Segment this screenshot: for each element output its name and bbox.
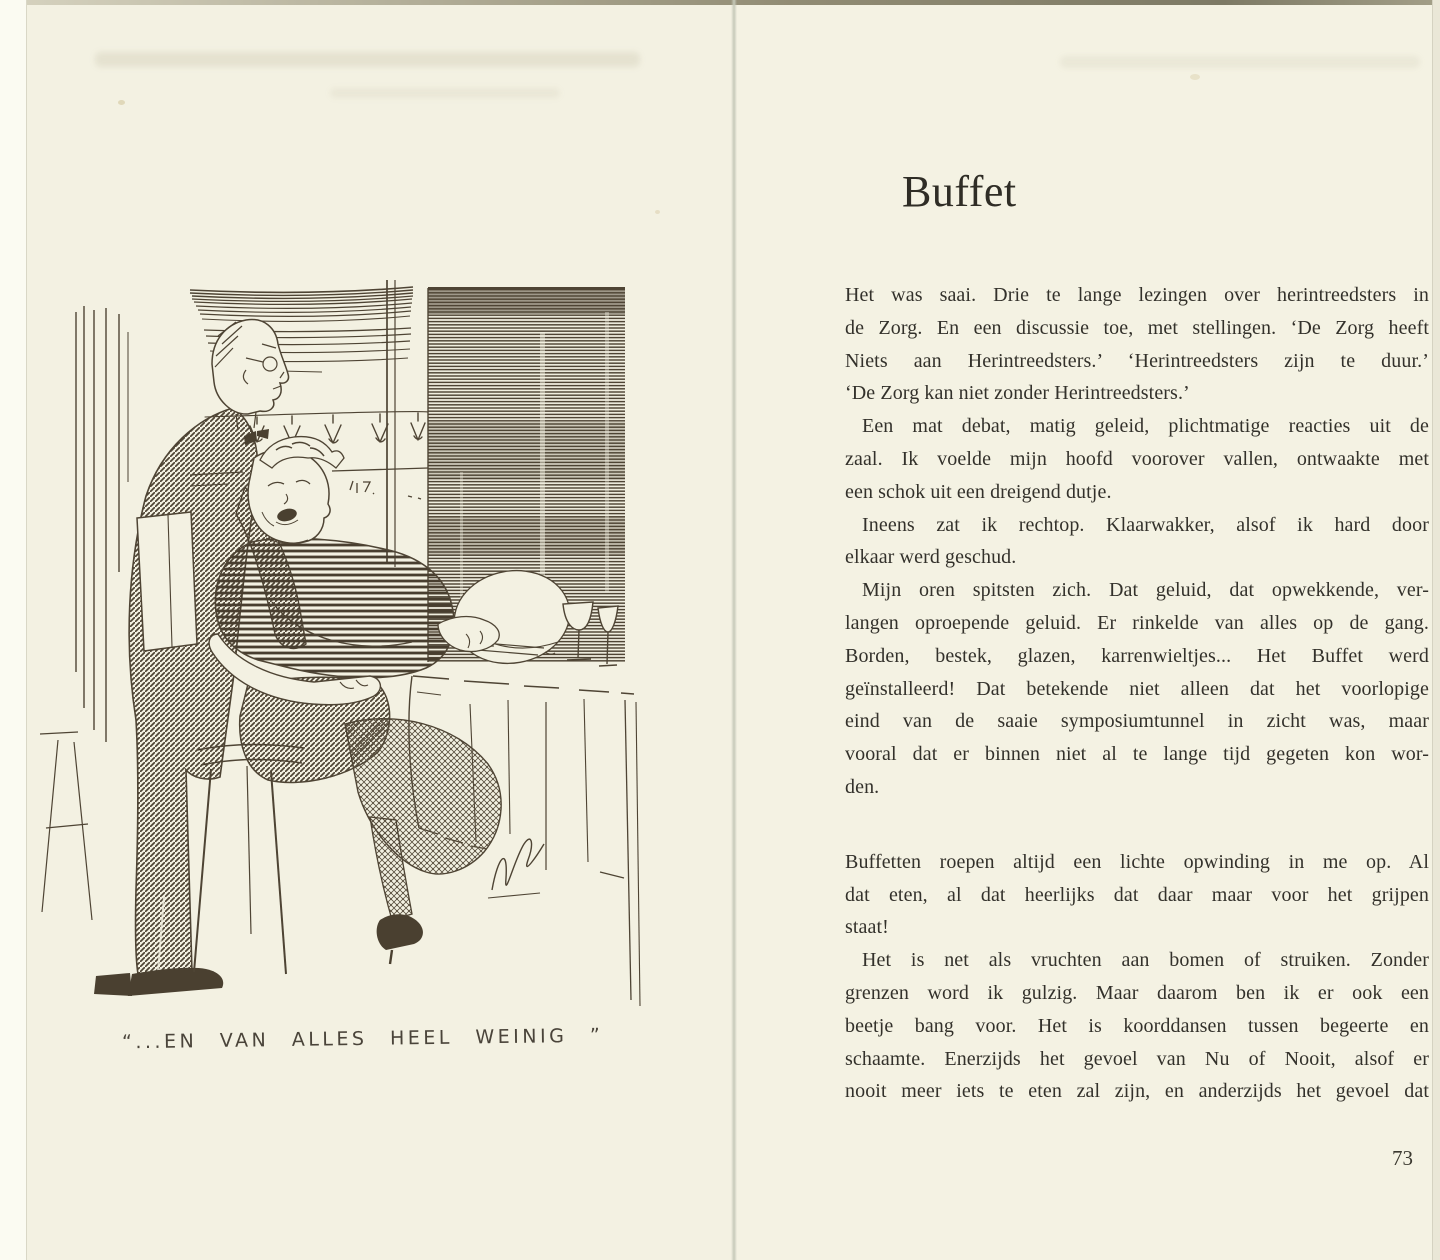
text-line: Het was saai. Drie te lange lezingen over herintreedsters in [845,284,1429,306]
page-left-edge [0,0,27,1260]
text-line: nooit meer iets te eten zal zijn, en anderzijds het gevoel dat [845,1080,1429,1103]
illustration-caption: “...EN VAN ALLES HEEL WEINIG ” [121,1024,604,1054]
text-line: Buffetten roepen altijd een lichte opwinding in me op. Al [845,850,1429,873]
text-line: vooral dat er binnen niet al te lange tijd gegeten kon wor- [845,743,1429,766]
text-line: een schok uit een dreigend dutje. [845,480,1112,503]
foxing-spot [118,100,125,105]
paragraph [845,574,1429,804]
text-line: den. [845,775,880,798]
foxing-spot [655,210,660,214]
text-line: Ineens zat ik rechtop. Klaarwakker, alsof ik hard door [862,513,1429,536]
text-line: staat! [845,916,889,939]
woman-striped-top [215,538,454,678]
paragraph [845,944,1429,1108]
waiter-tailcoat [129,408,258,974]
illustration-cartoon [40,272,662,1016]
text-line: schaamte. Enerzijds het gevoel van Nu of Nooit, alsof er [845,1047,1429,1070]
text-line: Een mat debat, matig geleid, plichtmatige reacties uit de [862,415,1429,438]
paragraph [845,279,1429,410]
text-line: dat eten, al dat heerlijks dat daar maar voor het grijpen [845,883,1429,906]
show-through-text [330,88,560,98]
page-top-edge [0,0,1440,5]
page-right-edge [1432,0,1440,1260]
text-line: Mijn oren spitsten zich. Dat geluid, dat opwekkende, ver- [862,579,1429,602]
text-line: grenzen word ik gulzig. Maar daarom ben ik er ook een [845,981,1429,1004]
book-gutter [731,0,737,1260]
page-number: 73 [1392,1146,1413,1170]
waiter-napkin [137,512,197,651]
paragraph [845,846,1429,944]
text-line: Het is net als vruchten aan bomen of struiken. Zonder [862,949,1429,972]
text-line: eind van de saaie symposiumtunnel in zicht was, maar [845,710,1429,733]
woman-head [248,449,330,543]
text-line: Niets aan Herintreedsters.’ ‘Herintreedsters zijn te duur.’ [845,349,1429,372]
show-through-text [95,52,640,67]
paragraph [845,410,1429,508]
show-through-text [1060,56,1420,68]
paragraph [845,509,1429,575]
body-text [845,279,1429,1108]
waiter-shoe [94,973,132,996]
foxing-spot [1190,74,1200,80]
text-line: geïnstalleerd! Dat betekende niet alleen dat het voorlopige [845,677,1429,700]
text-line: elkaar werd geschud. [845,546,1017,569]
text-line: de Zorg. En een discussie toe, met stellingen. ‘De Zorg heeft [845,316,1429,339]
chapter-title: Buffet [902,167,1017,216]
text-line: Borden, bestek, glazen, karrenwieltjes... Het Buffet werd [845,644,1429,667]
text-line: beetje bang voor. Het is koorddansen tussen begeerte en [845,1014,1429,1037]
background-chair [40,732,92,920]
text-line: ‘De Zorg kan niet zonder Herintreedsters.’ [845,382,1190,405]
text-line: zaal. Ik voelde mijn hoofd voorover vallen, ontwaakte met [845,447,1429,470]
text-line: langen oproepende geluid. Er rinkelde van alles op de gang. [845,611,1429,634]
